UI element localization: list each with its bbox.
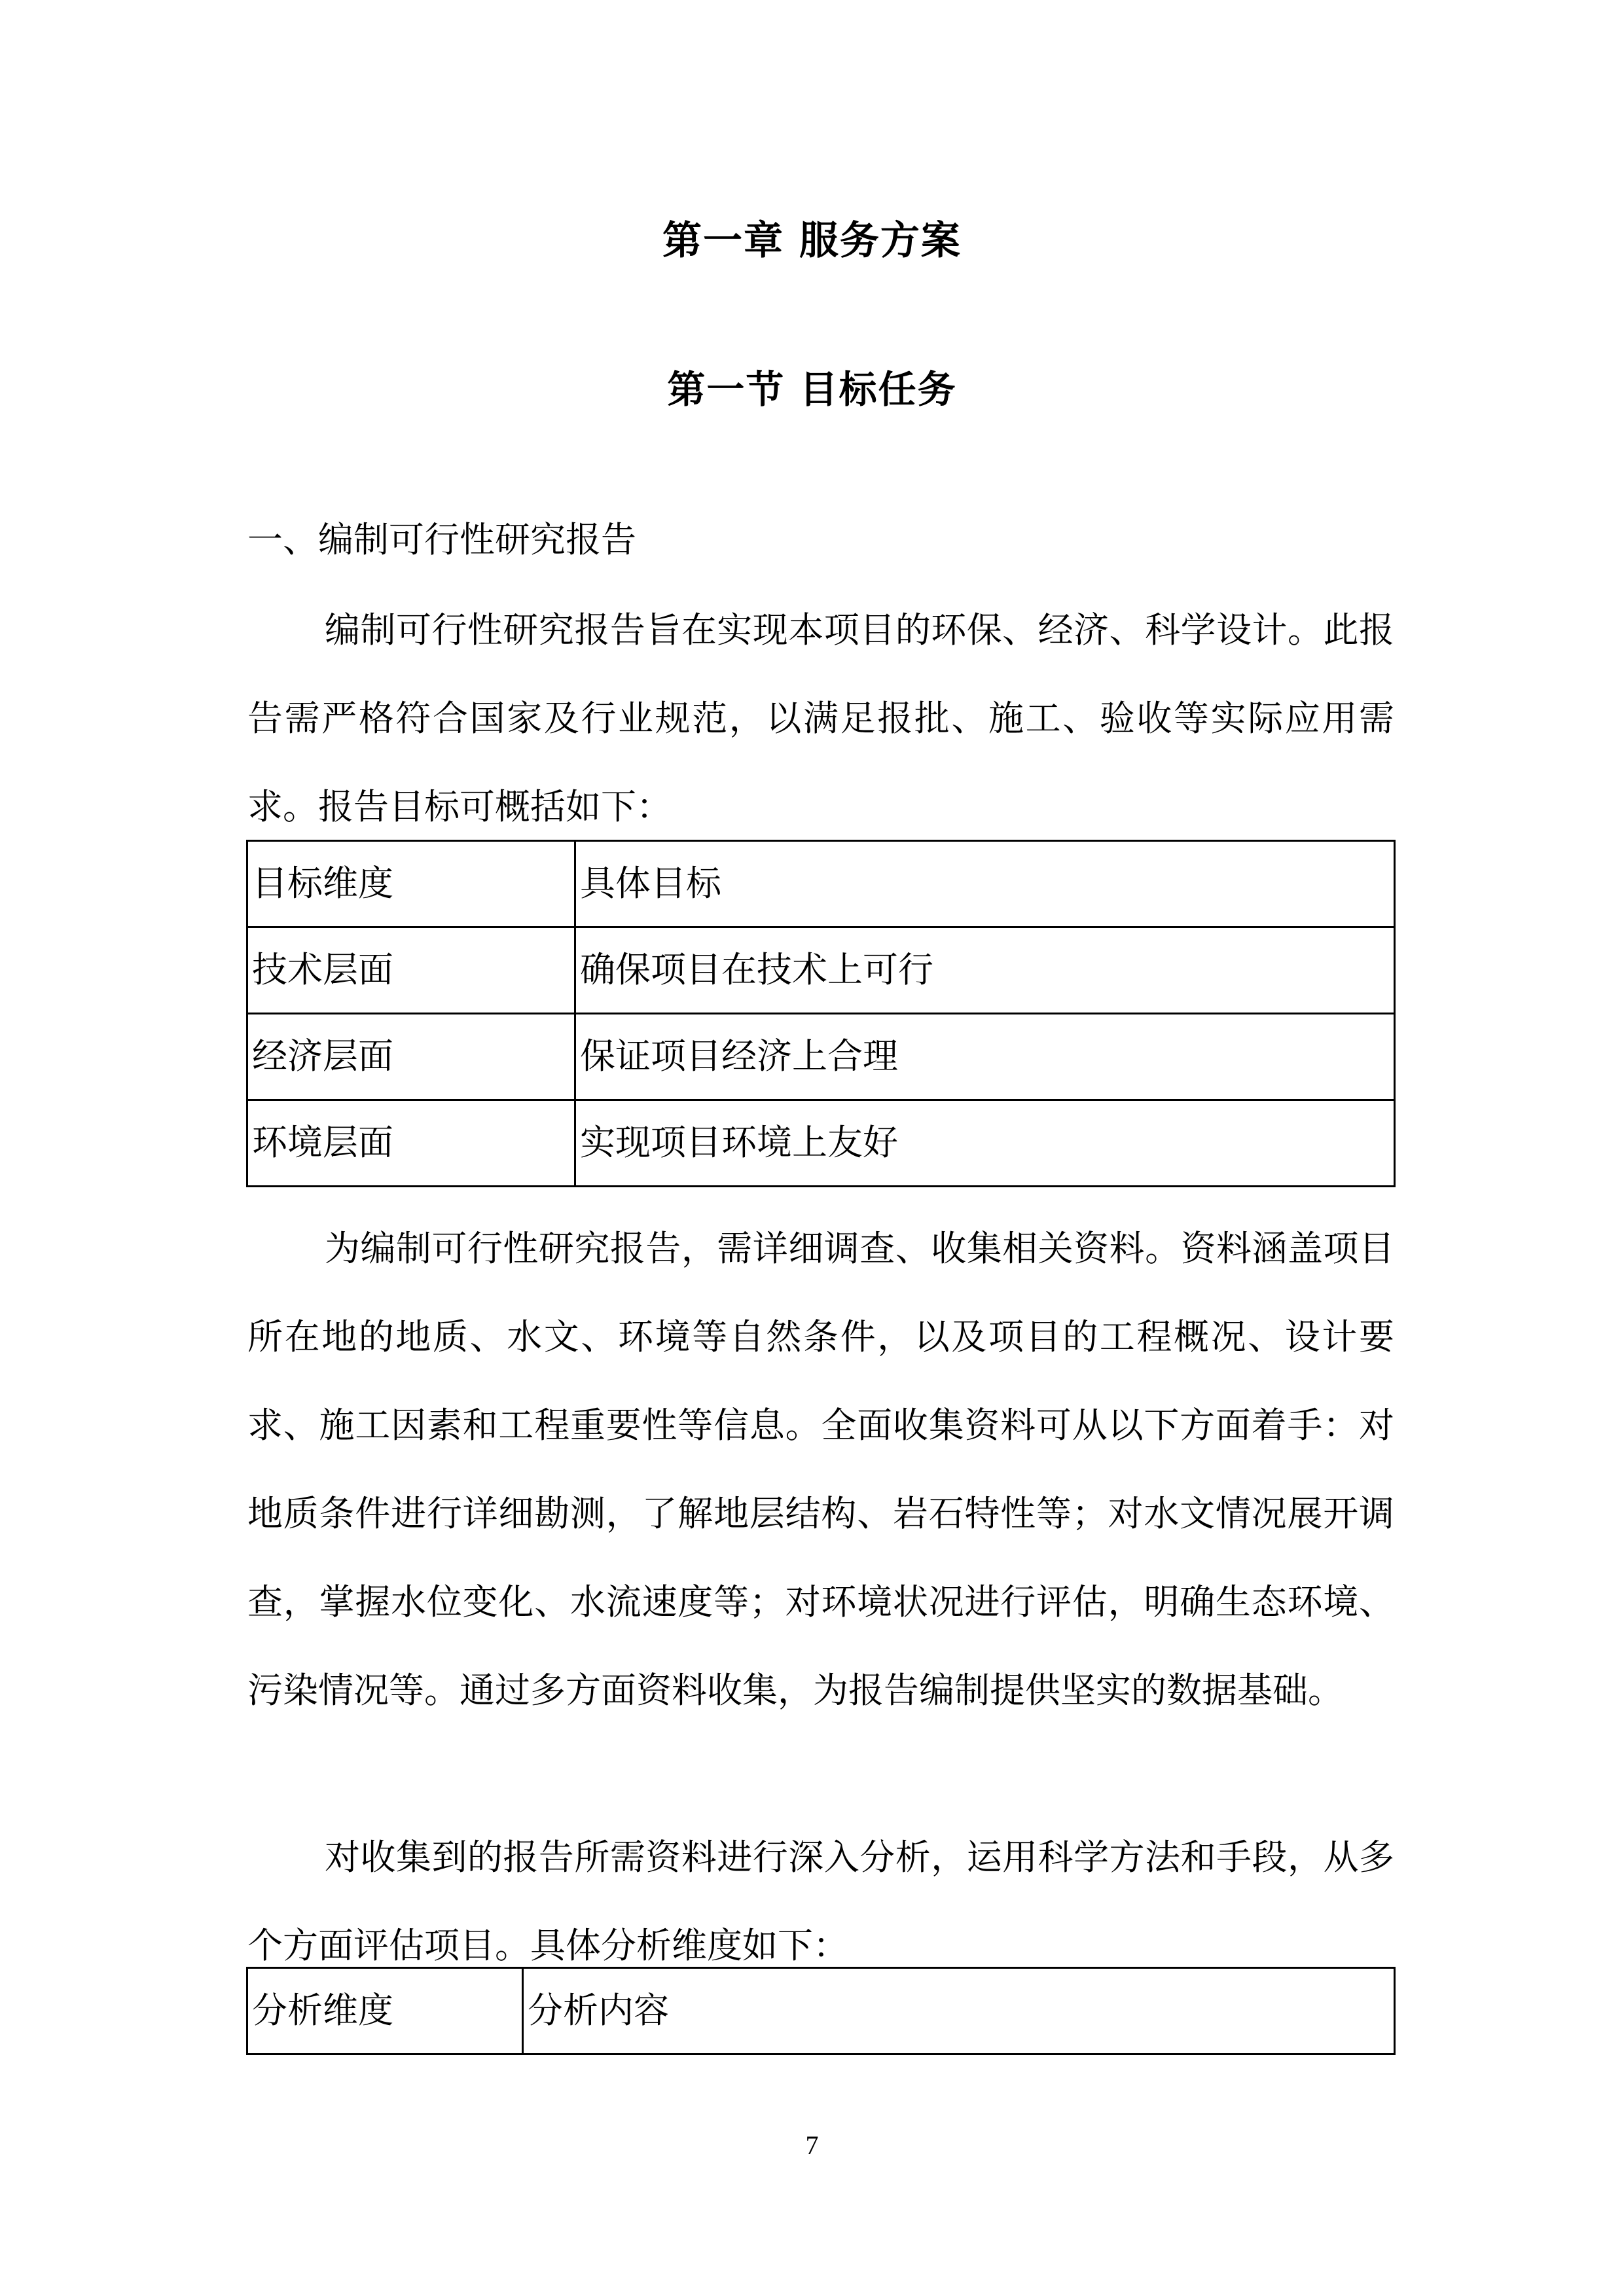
table-row	[247, 1100, 1395, 1187]
table-header-row	[247, 841, 1395, 927]
table-cell: 环境层面	[247, 1100, 575, 1187]
table-cell: 目标维度	[247, 841, 575, 927]
table-cell: 具体目标	[575, 841, 1395, 927]
table-cell: 确保项目在技术上可行	[575, 927, 1395, 1014]
table-cell: 分析内容	[523, 1968, 1395, 2054]
page-number: 7	[805, 2130, 819, 2160]
table-row	[247, 1014, 1395, 1100]
analysis-table	[246, 1967, 1396, 2055]
table-row	[247, 927, 1395, 1014]
table-cell: 保证项目经济上合理	[575, 1014, 1395, 1100]
section-title: 第一节 目标任务	[667, 367, 957, 412]
table-cell: 分析维度	[247, 1968, 523, 2054]
goals-table	[246, 840, 1396, 1187]
chapter-title: 第一章 服务方案	[662, 218, 962, 264]
table-cell: 技术层面	[247, 927, 575, 1014]
paragraph-data-collection: 为编制可行性研究报告，需详细调查、收集相关资料。资料涵盖项目所在地的地质、水文、环境等自然条件，以及项目的工程概况、设计要求、施工因素和工程重要性等信息。全面收集资料可从以下方面着手：对地质条件进行详细勘测，了解地层结构、岩石特性等；对水文情况展开调查，掌握水位变化、水流速度等；对环境状况进行评估，明确生态环境、污染情况等。通过多方面资料收集，为报告编制提供坚实的数据基础。	[247, 1228, 1394, 1711]
table-cell: 经济层面	[247, 1014, 575, 1100]
subsection-heading: 一、编制可行性研究报告	[247, 519, 636, 560]
table-header-row	[247, 1968, 1395, 2054]
paragraph-analysis: 对收集到的报告所需资料进行深入分析，运用科学方法和手段，从多个方面评估项目。具体分析维度如下：	[247, 1837, 1394, 1966]
table-cell: 实现项目环境上友好	[575, 1100, 1395, 1187]
paragraph-report-goals: 编制可行性研究报告旨在实现本项目的环保、经济、科学设计。此报告需严格符合国家及行业规范，以满足报批、施工、验收等实际应用需求。报告目标可概括如下：	[247, 609, 1394, 827]
